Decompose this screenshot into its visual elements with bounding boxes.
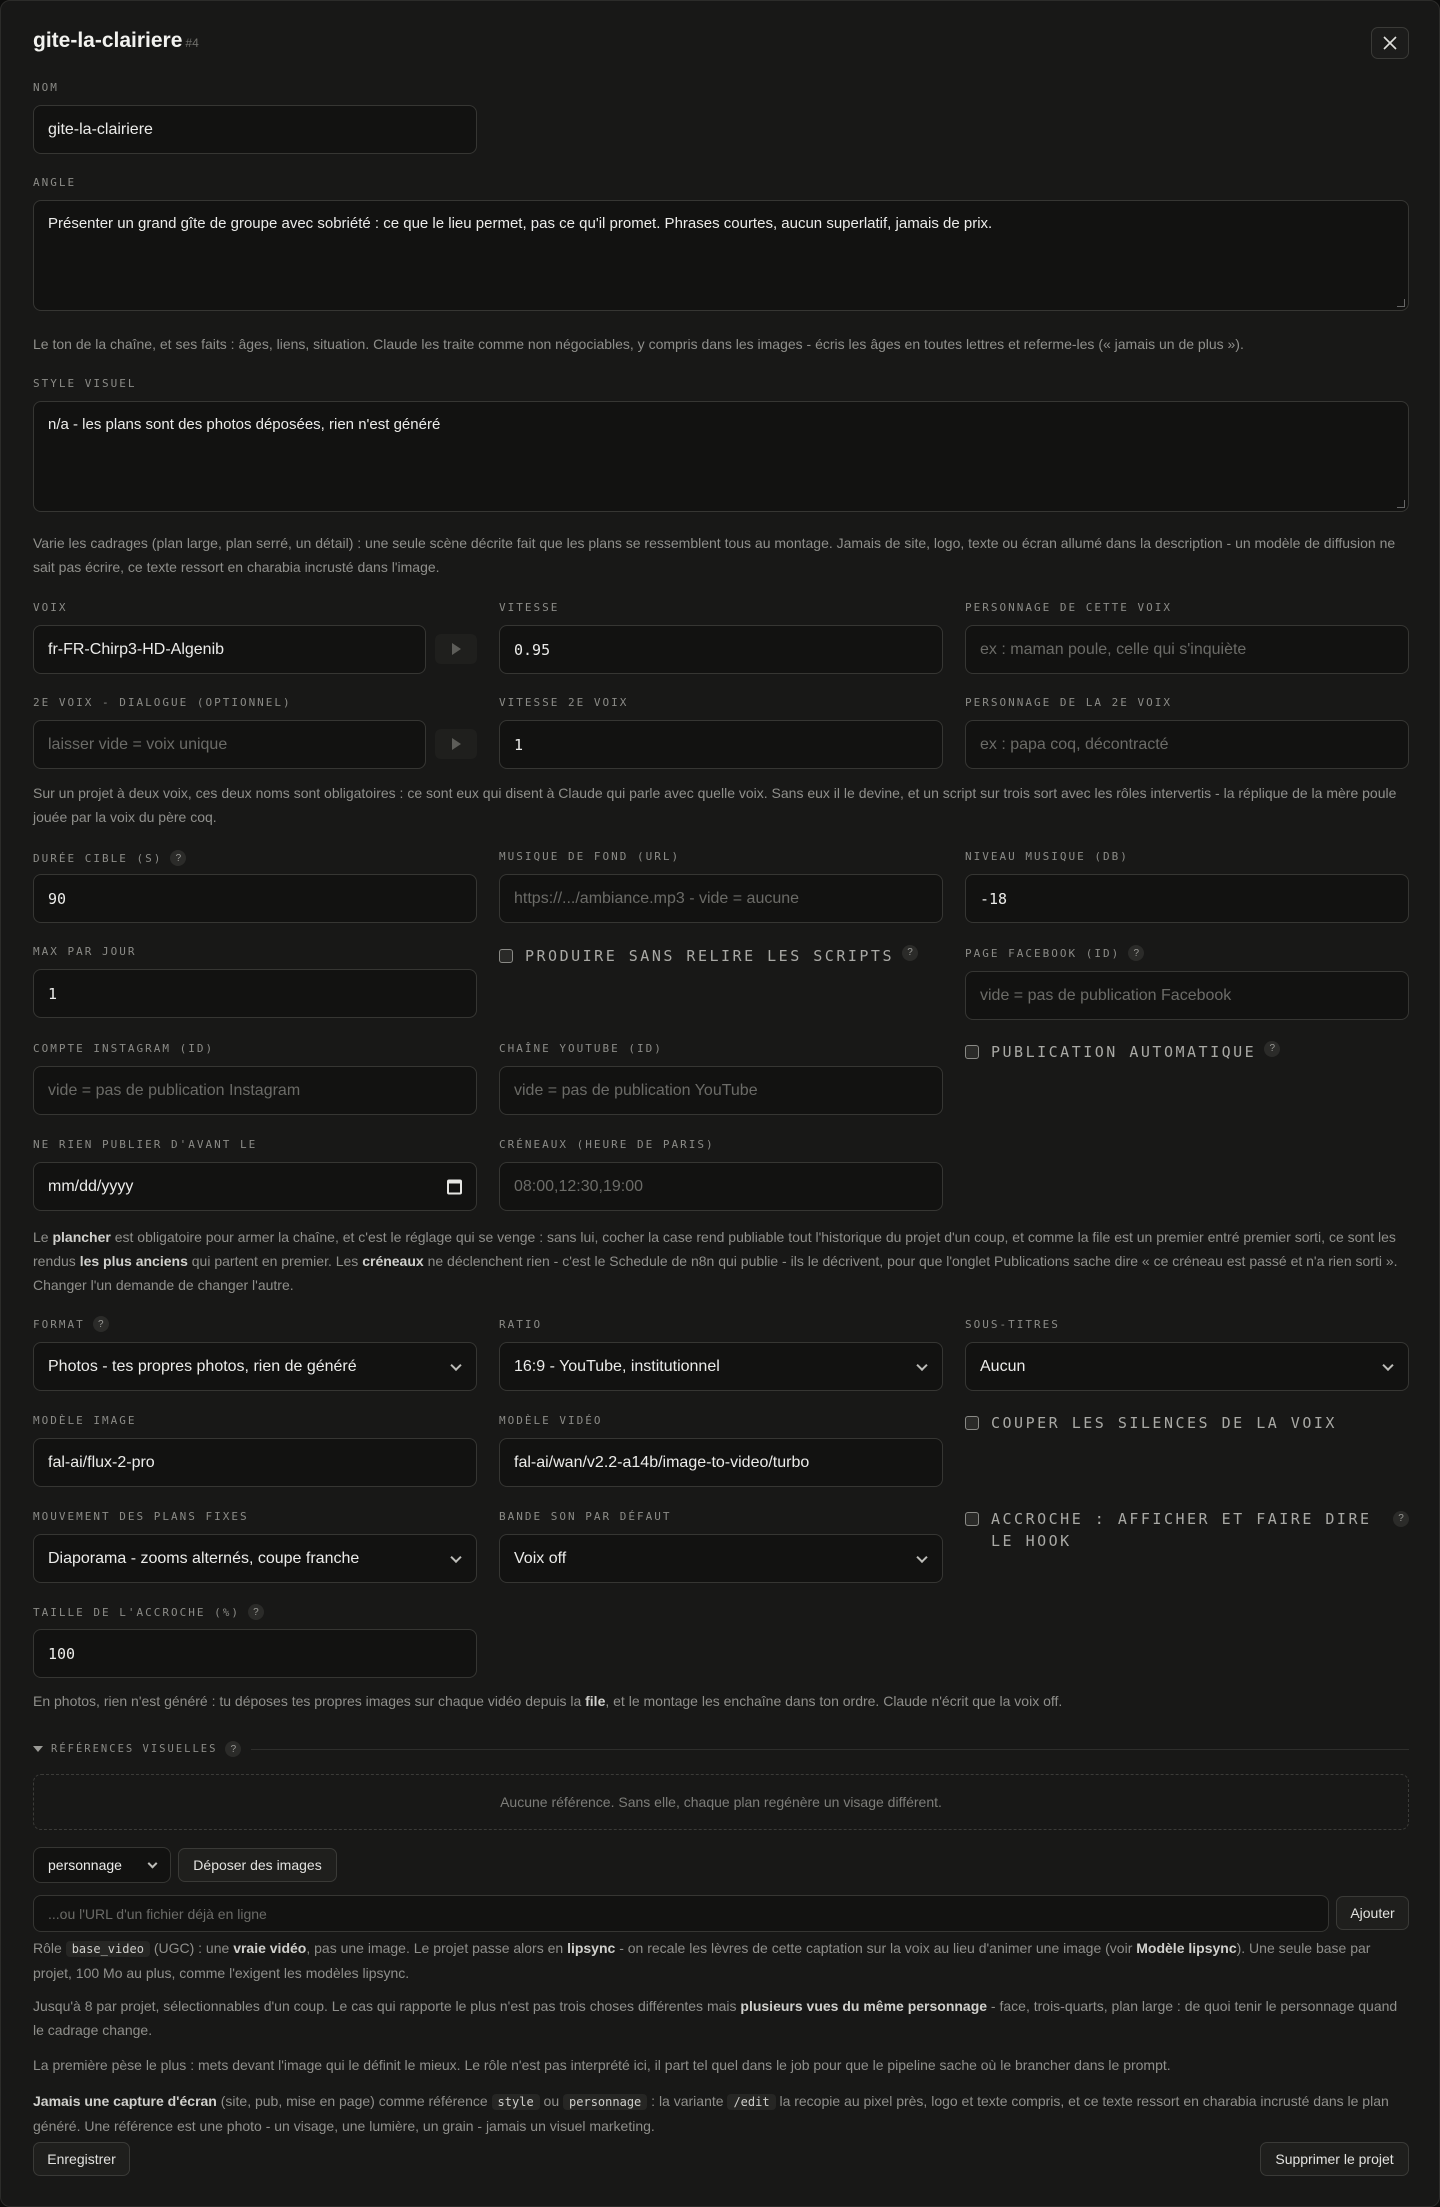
voix-input[interactable]: fr-FR-Chirp3-HD-Algenib xyxy=(33,625,426,674)
help-icon[interactable]: ? xyxy=(1264,1041,1280,1057)
format-select[interactable]: Photos - tes propres photos, rien de généré xyxy=(33,1342,477,1391)
divider xyxy=(251,1749,1409,1750)
disclosure-triangle-icon xyxy=(33,1746,43,1752)
couper-silences-checkbox[interactable]: COUPER LES SILENCES DE LA VOIX xyxy=(965,1412,1337,1434)
sans-relire-checkbox[interactable]: PRODUIRE SANS RELIRE LES SCRIPTS ? xyxy=(499,945,918,967)
yt-input[interactable]: vide = pas de publication YouTube xyxy=(499,1066,943,1115)
play-voice-button[interactable] xyxy=(435,634,477,664)
musique-label: MUSIQUE DE FOND (URL) xyxy=(499,850,681,863)
ig-label: COMPTE INSTAGRAM (ID) xyxy=(33,1042,215,1055)
modele-image-input[interactable]: fal-ai/flux-2-pro xyxy=(33,1438,477,1487)
plancher-hint: Le plancher est obligatoire pour armer la chaîne, et c'est le réglage qui se venge : sans lui, cocher la case rend publiable tout l'historique du projet d'un coup, et comme la file est un premier entré premier sorti, ce sont les rendus les plus anciens qui partent en premier. Les créneaux ne déclenchent rien - c'est le Schedule de n8n qui publie - ils le décrivent, pour que l'onglet Publications sache dire « ce créneau est passé et n'a rien sorti ». Changer l'un demande de changer l'autre. xyxy=(33,1229,1398,1293)
chevron-down-icon xyxy=(450,1359,461,1370)
angle-textarea[interactable] xyxy=(33,200,1409,311)
chevron-down-icon xyxy=(148,1859,158,1869)
vitesse-input[interactable]: 0.95 xyxy=(499,625,943,674)
refs-hint-3: La première pèse le plus : mets devant l'image qui le définit le mieux. Le rôle n'est pas interprété ici, il part tel quel dans le job pour que le pipeline sache où le brancher dans le prompt. xyxy=(33,2057,1171,2073)
niveau-input[interactable]: -18 xyxy=(965,874,1409,923)
role-select[interactable]: personnage xyxy=(33,1847,171,1883)
references-title: RÉFÉRENCES VISUELLES xyxy=(51,1743,218,1755)
delete-project-button[interactable]: Supprimer le projet xyxy=(1260,2142,1409,2176)
voix2-label: 2E VOIX - DIALOGUE (OPTIONNEL) xyxy=(33,696,292,709)
musique-input[interactable]: https://.../ambiance.mp3 - vide = aucune xyxy=(499,874,943,923)
vitesse2-label: VITESSE 2E VOIX xyxy=(499,696,629,709)
upload-images-button[interactable]: Déposer des images xyxy=(178,1848,337,1882)
style-label: STYLE VISUEL xyxy=(33,377,137,390)
style-hint: Varie les cadrages (plan large, plan serré, un détail) : une seule scène décrite fait que les plans se ressemblent tous au montage. Jamais de site, logo, texte ou écran allumé dans la description - un modèle de diffusion ne sait pas écrire, ce texte ressort en charabia incrusté dans l'image. xyxy=(33,535,1396,575)
resize-grip-icon[interactable] xyxy=(1397,299,1405,307)
close-icon xyxy=(1383,36,1397,50)
accroche-checkbox[interactable]: ACCROCHE : AFFICHER ET FAIRE DIRE LE HOOK ? xyxy=(965,1508,1409,1552)
publication-auto-checkbox[interactable]: PUBLICATION AUTOMATIQUE ? xyxy=(965,1041,1280,1063)
perso2-label: PERSONNAGE DE LA 2E VOIX xyxy=(965,696,1172,709)
ratio-select[interactable]: 16:9 - YouTube, institutionnel xyxy=(499,1342,943,1391)
bande-son-select[interactable]: Voix off xyxy=(499,1534,943,1583)
modele-image-label: MODÈLE IMAGE xyxy=(33,1414,137,1427)
ratio-label: RATIO xyxy=(499,1318,543,1331)
mouvement-select[interactable]: Diaporama - zooms alternés, coupe franche xyxy=(33,1534,477,1583)
help-icon[interactable]: ? xyxy=(93,1316,109,1332)
avant-label: NE RIEN PUBLIER D'AVANT LE xyxy=(33,1138,258,1151)
creneaux-label: CRÉNEAUX (HEURE DE PARIS) xyxy=(499,1138,715,1151)
references-empty-state: Aucune référence. Sans elle, chaque plan regénère un visage différent. xyxy=(33,1774,1409,1830)
vitesse-label: VITESSE xyxy=(499,601,560,614)
duree-input[interactable]: 90 xyxy=(33,874,477,923)
checkbox-icon[interactable] xyxy=(965,1045,979,1059)
voix2-input[interactable]: laisser vide = voix unique xyxy=(33,720,426,769)
refs-hint-2: Jusqu'à 8 par projet, sélectionnables d'un coup. Le cas qui rapporte le plus n'est pas trois choses différentes mais plusieurs vues du même personnage - face, trois-quarts, plan large : de quoi tenir le personnage quand le cadrage change. xyxy=(33,1998,1398,2038)
perso-label: PERSONNAGE DE CETTE VOIX xyxy=(965,601,1172,614)
voix-label: VOIX xyxy=(33,601,68,614)
fb-label: PAGE FACEBOOK (ID) ? xyxy=(965,945,1144,961)
help-icon[interactable]: ? xyxy=(225,1741,241,1757)
mouvement-label: MOUVEMENT DES PLANS FIXES xyxy=(33,1510,249,1523)
format-label: FORMAT ? xyxy=(33,1316,109,1332)
chevron-down-icon xyxy=(1382,1359,1393,1370)
angle-value: Présenter un grand gîte de groupe avec sobriété : ce que le lieu permet, pas ce qu'il promet. Phrases courtes, aucun superlatif, jamais de prix. xyxy=(48,215,993,232)
help-icon[interactable]: ? xyxy=(1128,945,1144,961)
taille-input[interactable]: 100 xyxy=(33,1629,477,1678)
play-icon xyxy=(452,738,461,750)
vitesse2-input[interactable]: 1 xyxy=(499,720,943,769)
refs-hint-1: Rôle base_video (UGC) : une vraie vidéo, pas une image. Le projet passe alors en lipsync - on recale les lèvres de cette captation sur la voix au lieu d'animer une image (voir Modèle lipsync). Une seule base par projet, 100 Mo au plus, comme l'exigent les modèles lipsync. xyxy=(33,1940,1371,1981)
refs-hint-4: Jamais une capture d'écran (site, pub, mise en page) comme référence style ou personnage : la variante /edit la recopie au pixel près, logo et texte compris, et ce texte ressort en charabia incrusté dans le plan généré. Une référence est une photo - un visage, une lumière, un grain - jamais un visuel marketing. xyxy=(33,2093,1389,2134)
nom-input[interactable]: gite-la-clairiere xyxy=(33,105,477,154)
help-icon[interactable]: ? xyxy=(170,850,186,866)
chevron-down-icon xyxy=(450,1551,461,1562)
soustitres-label: SOUS-TITRES xyxy=(965,1318,1060,1331)
help-icon[interactable]: ? xyxy=(902,945,918,961)
play-voice2-button[interactable] xyxy=(435,729,477,759)
calendar-icon[interactable] xyxy=(447,1179,462,1194)
checkbox-icon[interactable] xyxy=(499,949,513,963)
date-value: mm/dd/yyyy xyxy=(48,1177,134,1195)
creneaux-input[interactable]: 08:00,12:30,19:00 xyxy=(499,1162,943,1211)
angle-hint: Le ton de la chaîne, et ses faits : âges, liens, situation. Claude les traite comme non négociables, y compris dans les images - écris les âges en toutes lettres et referme-les (« jamais un de plus »). xyxy=(33,336,1244,352)
yt-label: CHAÎNE YOUTUBE (ID) xyxy=(499,1042,663,1055)
style-value: n/a - les plans sont des photos déposées, rien n'est généré xyxy=(48,416,441,433)
add-reference-button[interactable]: Ajouter xyxy=(1336,1896,1409,1930)
taille-label: TAILLE DE L'ACCROCHE (%) ? xyxy=(33,1604,264,1620)
close-button[interactable] xyxy=(1371,27,1409,59)
soustitres-select[interactable]: Aucun xyxy=(965,1342,1409,1391)
voix-hint: Sur un projet à deux voix, ces deux noms sont obligatoires : ce sont eux qui disent à Claude qui parle avec quelle voix. Sans eux il le devine, et un script sur trois sort avec les rôles intervertis - la réplique de la mère poule jouée par la voix du père coq. xyxy=(33,785,1397,825)
max-label: MAX PAR JOUR xyxy=(33,945,137,958)
ig-input[interactable]: vide = pas de publication Instagram xyxy=(33,1066,477,1115)
max-input[interactable]: 1 xyxy=(33,969,477,1018)
avant-date-input[interactable] xyxy=(33,1162,477,1211)
chevron-down-icon xyxy=(916,1359,927,1370)
modele-video-input[interactable]: fal-ai/wan/v2.2-a14b/image-to-video/turbo xyxy=(499,1438,943,1487)
chevron-down-icon xyxy=(916,1551,927,1562)
fb-input[interactable]: vide = pas de publication Facebook xyxy=(965,971,1409,1020)
perso-input[interactable]: ex : maman poule, celle qui s'inquiète xyxy=(965,625,1409,674)
perso2-input[interactable]: ex : papa coq, décontracté xyxy=(965,720,1409,769)
url-input[interactable]: ...ou l'URL d'un fichier déjà en ligne xyxy=(33,1895,1329,1932)
nom-label: NOM xyxy=(33,81,59,94)
niveau-label: NIVEAU MUSIQUE (DB) xyxy=(965,850,1129,863)
help-icon[interactable]: ? xyxy=(248,1604,264,1620)
project-title: gite-la-clairiere #4 xyxy=(33,29,199,52)
format-hint: En photos, rien n'est généré : tu déposes tes propres images sur chaque vidéo depuis la file, et le montage les enchaîne dans ton ordre. Claude n'écrit que la voix off. xyxy=(33,1693,1063,1709)
duree-label: DURÉE CIBLE (S) ? xyxy=(33,850,186,866)
style-textarea[interactable] xyxy=(33,401,1409,512)
angle-label: ANGLE xyxy=(33,176,77,189)
modele-video-label: MODÈLE VIDÉO xyxy=(499,1414,603,1427)
project-id-badge: #4 xyxy=(185,36,199,50)
help-icon[interactable]: ? xyxy=(1393,1511,1409,1527)
references-toggle[interactable] xyxy=(33,1739,1409,1759)
save-button[interactable]: Enregistrer xyxy=(33,2142,130,2176)
bande-son-label: BANDE SON PAR DÉFAUT xyxy=(499,1510,672,1523)
play-icon xyxy=(452,643,461,655)
resize-grip-icon[interactable] xyxy=(1397,500,1405,508)
checkbox-icon[interactable] xyxy=(965,1512,979,1526)
checkbox-icon[interactable] xyxy=(965,1416,979,1430)
